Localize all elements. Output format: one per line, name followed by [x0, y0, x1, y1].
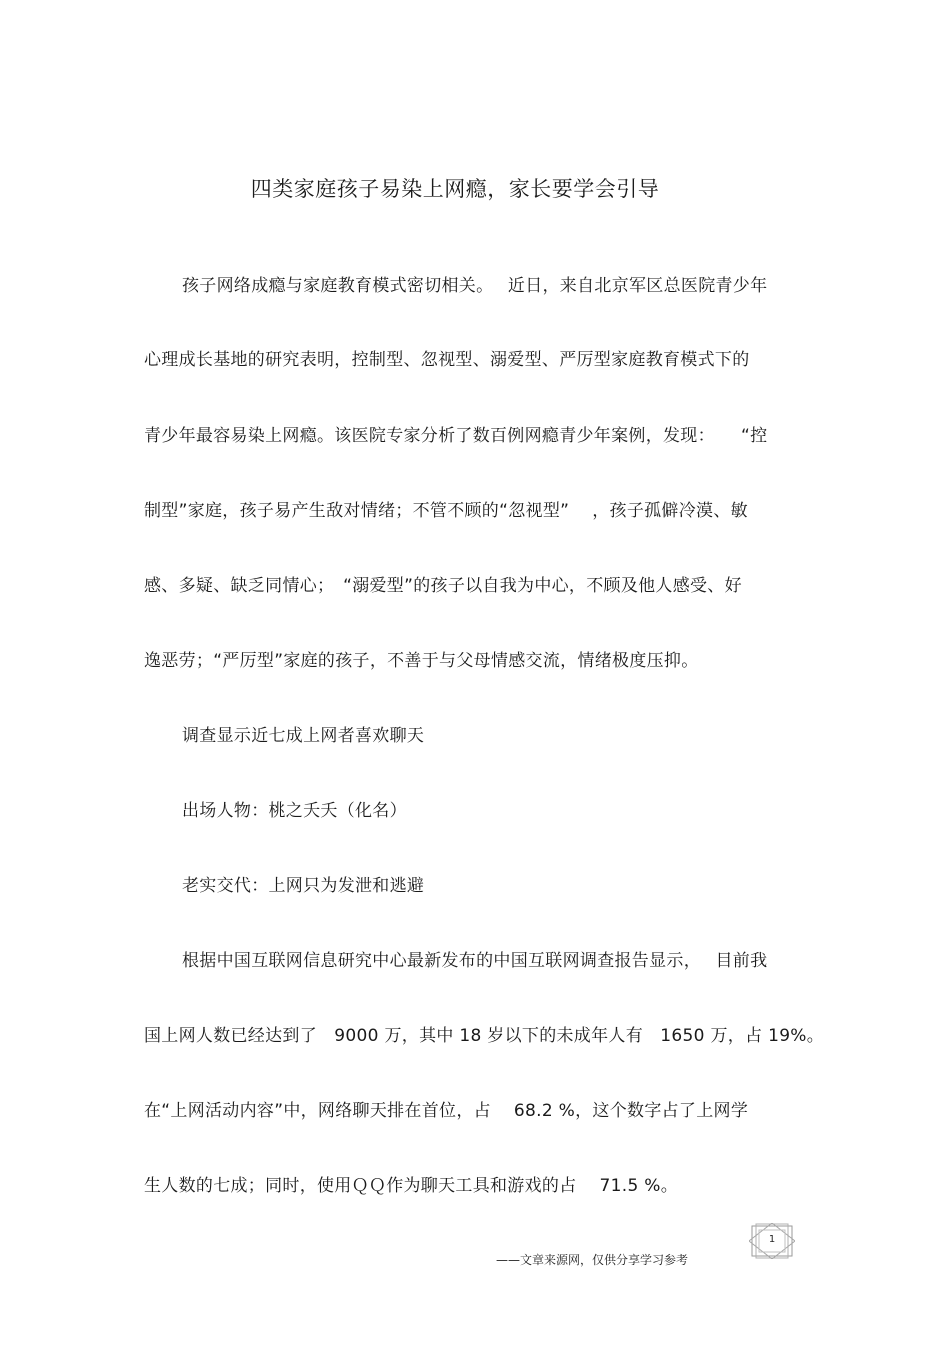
body-line-4: 制型”家庭，孩子易产生敌对情绪；不管不顾的“忽视型” ，孩子孤僻冷漠、敏 [144, 501, 748, 521]
body-line-1: 孩子网络成瘾与家庭教育模式密切相关。 近日，来自北京军区总医院青少年 [182, 276, 768, 296]
body-line-10: 根据中国互联网信息研究中心最新发布的中国互联网调查报告显示， 目前我 [182, 951, 768, 971]
body-line-5: 感、多疑、缺乏同情心； “溺爱型”的孩子以自我为中心，不顾及他人感受、好 [144, 576, 742, 596]
body-line-11: 国上网人数已经达到了 9000 万，其中 18 岁以下的未成年人有 1650 万，占 19%。 [144, 1026, 825, 1046]
section-heading-2: 出场人物：桃之夭夭（化名） [182, 801, 407, 821]
page-number: 1 [768, 1234, 776, 1245]
section-heading-3: 老实交代：上网只为发泄和逃避 [182, 876, 425, 896]
source-note: ——文章来源网，仅供分享学习参考 [496, 1253, 689, 1267]
section-heading-1: 调查显示近七成上网者喜欢聊天 [182, 726, 425, 746]
body-line-12: 在“上网活动内容”中，网络聊天排在首位，占 68.2 %，这个数字占了上网学 [144, 1101, 749, 1121]
body-line-2: 心理成长基地的研究表明，控制型、忽视型、溺爱型、严厉型家庭教育模式下的 [144, 350, 750, 370]
body-line-13: 生人数的七成；同时，使用ＱＱ作为聊天工具和游戏的占 71.5 %。 [144, 1176, 679, 1196]
body-line-6: 逸恶劳；“严厉型”家庭的孩子，不善于与父母情感交流，情绪极度压抑。 [144, 651, 699, 671]
article-title: 四类家庭孩子易染上网瘾，家长要学会引导 [250, 177, 660, 201]
body-line-3: 青少年最容易染上网瘾。该医院专家分析了数百例网瘾青少年案例，发现： “控 [144, 426, 768, 446]
